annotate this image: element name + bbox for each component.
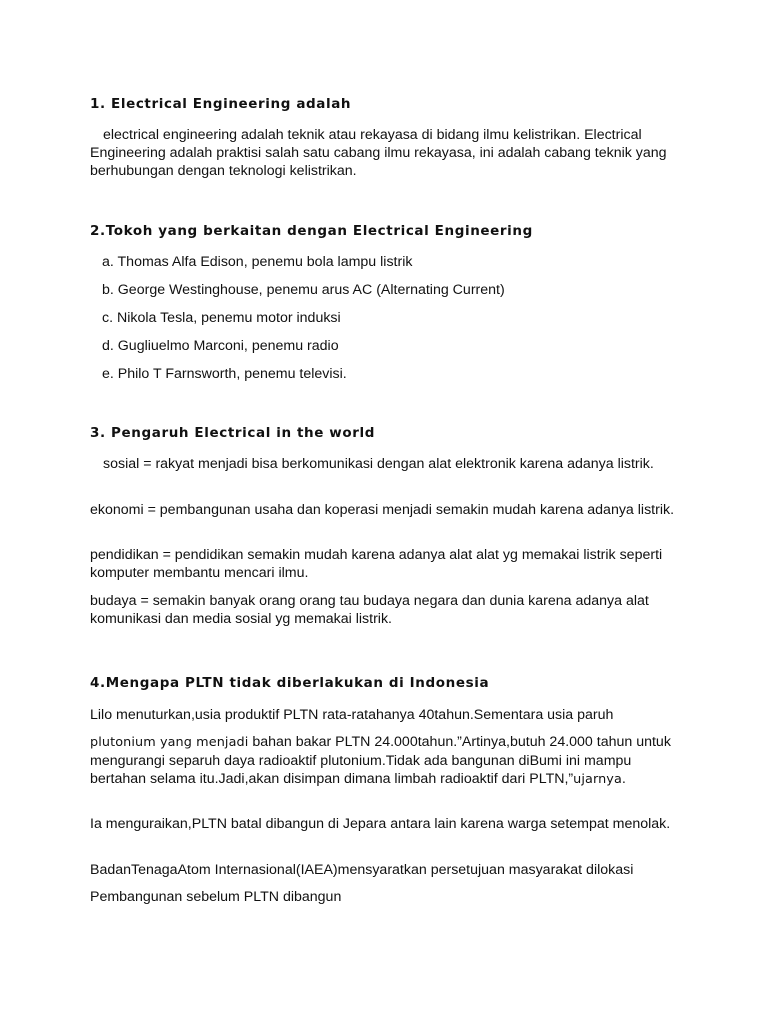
effect-economy-paragraph: ekonomi = pembangunan usaha dan koperasi menjadi semakin mudah karena adanya listrik. <box>90 502 675 518</box>
section-3-heading: 3. Pengaruh Electrical in the world <box>90 425 375 441</box>
pltn-paragraph-2-lead: plutonium yang menjadi <box>90 735 249 750</box>
section-4-heading: 4.Mengapa PLTN tidak diberlakukan di Indonesia <box>90 675 490 691</box>
pltn-paragraph-1: Lilo menuturkan,usia produktif PLTN rata-ratahanya 40tahun.Sementara usia paruh <box>90 707 614 723</box>
effect-social-paragraph: sosial = rakyat menjadi bisa berkomunikasi dengan alat elektronik karena adanya listrik. <box>103 456 654 472</box>
section-1-paragraph: electrical engineering adalah teknik atau rekayasa di bidang ilmu kelistrikan. Electrical Engineering adalah praktisi salah satu cabang ilmu rekayasa, ini adalah cabang teknik yang berhubungan dengan teknologi kelistrikan. <box>90 127 667 179</box>
section-2-heading: 2.Tokoh yang berkaitan dengan Electrical Engineering <box>90 223 533 239</box>
pltn-paragraph-2-body: bahan bakar PLTN 24.000tahun.”Artinya,butuh 24.000 tahun untuk mengurangi separuh daya radioaktif plutonium.Tidak ada bangunan diBumi ini mampu bertahan selama itu.Jadi,akan disimpan dimana limbah radioaktif dari PLTN,” <box>90 734 671 787</box>
pltn-paragraph-3: Ia menguraikan,PLTN batal dibangun di Jepara antara lain karena warga setempat menolak. <box>90 816 671 832</box>
list-item-e: e. Philo T Farnsworth, penemu televisi. <box>102 366 347 382</box>
pltn-paragraph-5: Pembangunan sebelum PLTN dibangun <box>90 889 342 905</box>
pltn-paragraph-2-tail: ujarnya. <box>573 772 627 787</box>
list-item-b: b. George Westinghouse, penemu arus AC (Alternating Current) <box>102 282 505 298</box>
effect-education-paragraph: pendidikan = pendidikan semakin mudah karena adanya alat alat yg memakai listrik seperti komputer membantu mencari ilmu. <box>90 547 663 581</box>
section-1-heading: 1. Electrical Engineering adalah <box>90 96 352 112</box>
list-item-d: d. Gugliuelmo Marconi, penemu radio <box>102 338 339 354</box>
list-item-c: c. Nikola Tesla, penemu motor induksi <box>102 310 341 326</box>
list-item-a: a. Thomas Alfa Edison, penemu bola lampu listrik <box>102 254 413 270</box>
effect-culture-paragraph: budaya = semakin banyak orang orang tau budaya negara dan dunia karena adanya alat komunikasi dan media sosial yg memakai listrik. <box>90 593 649 627</box>
pltn-paragraph-4: BadanTenagaAtom Internasional(IAEA)mensyaratkan persetujuan masyarakat dilokasi <box>90 862 634 878</box>
pltn-paragraph-2 <box>90 733 680 789</box>
